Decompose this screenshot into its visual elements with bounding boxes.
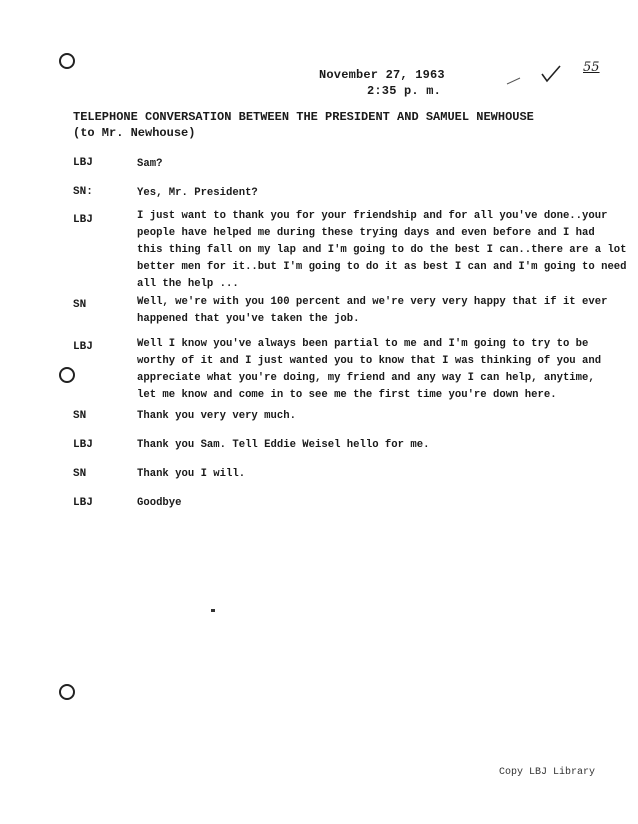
document-title <box>73 109 633 141</box>
title-line-1: TELEPHONE CONVERSATION BETWEEN THE PRESIDENT AND SAMUEL NEWHOUSE <box>73 110 534 124</box>
speech-line: this thing fall on my lap and I'm going to do the best I can..there are a lot <box>137 244 627 256</box>
punch-hole-top <box>59 53 75 69</box>
speech-line: happened that you've taken the job. <box>137 313 360 325</box>
speech-text <box>137 294 607 328</box>
speech-line: Thank you Sam. Tell Eddie Weisel hello for me. <box>137 439 430 451</box>
speaker-label: SN <box>73 410 87 422</box>
speech-line: people have helped me during these trying days and even before and I had <box>137 227 595 239</box>
speech-line: Yes, Mr. President? <box>137 187 258 199</box>
speech-text <box>137 156 607 173</box>
speech-line: all the help ... <box>137 278 239 290</box>
speech-line: let me know and come in to see me the first time you're down here. <box>137 389 557 401</box>
speech-text <box>137 336 607 404</box>
checkmark-icon <box>540 64 562 84</box>
speaker-label: LBJ <box>73 439 93 451</box>
speech-text <box>137 466 607 483</box>
speech-line: appreciate what you're doing, my friend and any way I can help, anytime, <box>137 372 595 384</box>
speech-text <box>137 437 607 454</box>
speech-line: Goodbye <box>137 497 182 509</box>
speaker-label: LBJ <box>73 157 93 169</box>
title-line-2: (to Mr. Newhouse) <box>73 126 196 140</box>
pen-stroke-mark <box>506 76 522 86</box>
speech-line: Well I know you've always been partial to me and I'm going to try to be <box>137 338 589 350</box>
speaker-label: LBJ <box>73 497 93 509</box>
speech-text <box>137 495 607 512</box>
page-number-handwritten: 55 <box>583 60 600 75</box>
speech-line: Thank you very very much. <box>137 410 296 422</box>
speaker-label: LBJ <box>73 214 93 226</box>
speaker-label: SN: <box>73 186 93 198</box>
speaker-label: SN <box>73 299 87 311</box>
footer-source-label: Copy LBJ Library <box>499 767 596 778</box>
ink-speck <box>211 609 215 612</box>
speech-line: worthy of it and I just wanted you to know that I was thinking of you and <box>137 355 602 367</box>
speech-text <box>137 208 627 293</box>
punch-hole-middle <box>59 367 75 383</box>
speech-line: Well, we're with you 100 percent and we're very very happy that if it ever <box>137 296 608 308</box>
speech-line: better men for it..but I'm going to do it as best I can and I'm going to need <box>137 261 627 273</box>
speech-line: I just want to thank you for your friendship and for all you've done..your <box>137 210 608 222</box>
punch-hole-bottom <box>59 684 75 700</box>
speech-text <box>137 408 607 425</box>
speaker-label: SN <box>73 468 87 480</box>
speaker-label: LBJ <box>73 341 93 353</box>
speech-text <box>137 185 607 202</box>
speech-line: Thank you I will. <box>137 468 246 480</box>
time-text: 2:35 p. m. <box>367 84 442 98</box>
date-text: November 27, 1963 <box>319 68 445 82</box>
speech-line: Sam? <box>137 158 163 170</box>
